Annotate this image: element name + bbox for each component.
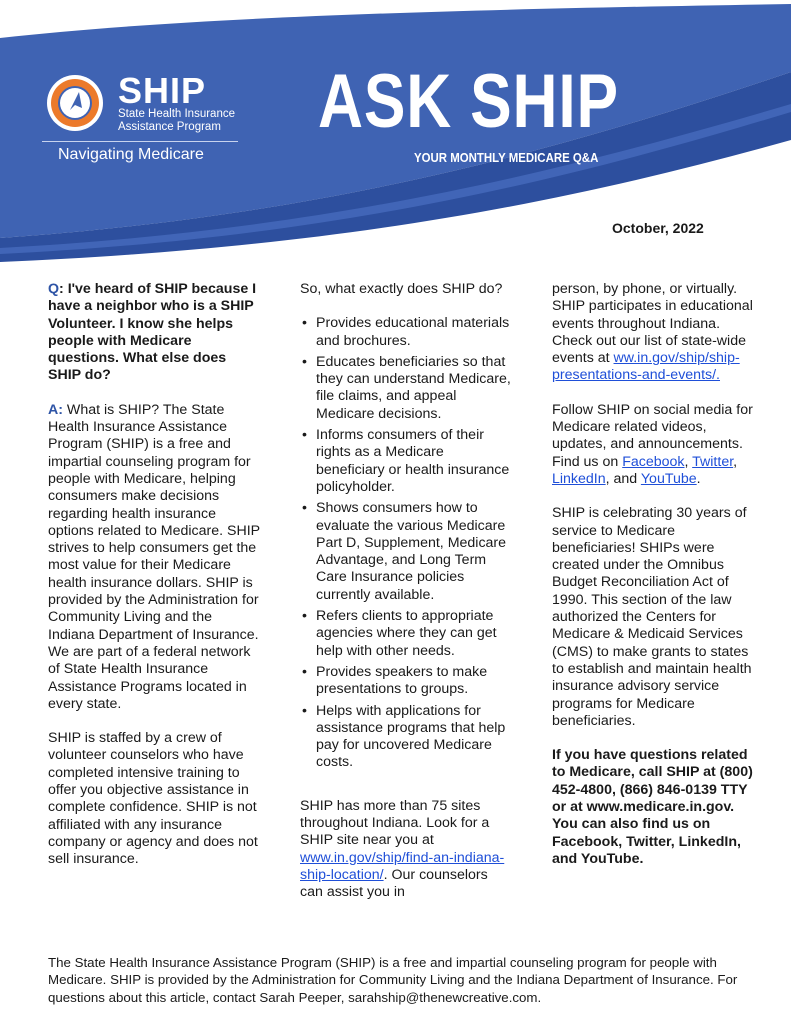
answer-text: What is SHIP? The State Health Insurance Assistance Program (SHIP) is a free and impartial counseling program for people with Medicare, helping consumers make decisions regarding health insurance options related to Medicare. SHIP strives to help consumers get the most value for their Medicare health insurance dollars. SHIP is provided by the Administration for Community Living and the Indiana Department of Insurance. We are part of a federal network of State Health Insurance Assistance Programs located in every state. bbox=[48, 401, 260, 712]
staffing-paragraph: SHIP is staffed by a crew of volunteer counselors who have completed intensive training to offer you objective assistance in complete confidence. SHIP is not affiliated with any insurance company or agency and does not sell insurance. bbox=[48, 730, 258, 868]
separator: , bbox=[684, 453, 693, 470]
question-paragraph bbox=[48, 281, 262, 385]
column-1 bbox=[48, 281, 262, 886]
answer-label: A: bbox=[48, 401, 63, 418]
events-paragraph bbox=[552, 281, 758, 385]
sites-text: SHIP has more than 75 sites throughout Indiana. Look for a SHIP site near you at bbox=[300, 797, 490, 849]
list-item: • Educates beneficiaries so that they can understand Medicare, file claims, and appeal Medicare decisions. bbox=[316, 354, 512, 423]
list-item: • Helps with applications for assistance programs that help pay for uncovered Medicare costs. bbox=[316, 703, 512, 772]
tagline: Navigating Medicare bbox=[58, 146, 204, 163]
question-label: Q bbox=[48, 281, 60, 297]
separator: . bbox=[696, 470, 701, 487]
column-3 bbox=[552, 281, 758, 885]
logo-name: SHIP bbox=[118, 70, 207, 111]
newsletter-subtitle: YOUR MONTHLY MEDICARE Q&A bbox=[414, 150, 599, 165]
find-location-link[interactable]: www.in.gov/ship/find-an-indiana-ship-location/ bbox=[300, 849, 505, 883]
list-item: • Provides educational materials and brochures. bbox=[316, 315, 512, 350]
list-item: • Refers clients to appropriate agencies where they can get help with other needs. bbox=[316, 608, 512, 660]
footer-note: The State Health Insurance Assistance Program (SHIP) is a free and impartial counseling program for people with Medicare. SHIP is provided by the Administration for Community Living and the Indiana Department of Insurance. For questions about this article, contact Sarah Peeper, sarahship@thenewcreative.com. bbox=[48, 955, 738, 1005]
logo-divider bbox=[42, 141, 238, 142]
logo-subtitle bbox=[118, 108, 235, 134]
services-list bbox=[300, 315, 512, 771]
sites-paragraph bbox=[300, 798, 512, 902]
compass-arrow-icon bbox=[46, 74, 104, 132]
events-text: person, by phone, or virtually. SHIP participates in educational events throughout Indiana. Check out our list of state-wide events at bbox=[552, 281, 753, 367]
sites-after-text: . Our counselors can assist you in bbox=[300, 866, 488, 901]
separator: , bbox=[733, 453, 738, 470]
logo-subtitle-line2: Assistance Program bbox=[118, 121, 221, 133]
social-paragraph bbox=[552, 402, 758, 488]
services-intro: So, what exactly does SHIP do? bbox=[300, 281, 503, 297]
list-item: • Provides speakers to make presentations to groups. bbox=[316, 664, 512, 699]
list-item: • Shows consumers how to evaluate the various Medicare Part D, Supplement, Medicare Advantage, and Long Term Care Insurance policies currently available. bbox=[316, 500, 512, 604]
contact-paragraph: If you have questions related to Medicare, call SHIP at (800) 452-4800, (866) 846-0139 TTY or at www.medicare.in.gov. You can also find us on Facebook, Twitter, LinkedIn, and YouTube. bbox=[552, 747, 753, 867]
list-item: • Informs consumers of their rights as a Medicare beneficiary or health insurance policyholder. bbox=[316, 427, 512, 496]
question-text: : I've heard of SHIP because I have a neighbor who is a SHIP Volunteer. I know she helps people with Medicare questions. What else does SHIP do? bbox=[48, 281, 257, 384]
youtube-link[interactable]: YouTube bbox=[640, 470, 697, 487]
facebook-link[interactable]: Facebook bbox=[622, 453, 685, 470]
separator: , and bbox=[605, 470, 641, 487]
events-link[interactable]: ww.in.gov/ship/ship-presentations-and-events/. bbox=[552, 350, 740, 384]
column-2 bbox=[300, 281, 512, 919]
linkedin-link[interactable]: LinkedIn bbox=[552, 470, 606, 487]
anniversary-paragraph: SHIP is celebrating 30 years of service to Medicare beneficiaries! SHIPs were created under the Omnibus Budget Reconciliation Act of 1990. This section of the law authorized the Centers for Medicare & Medicaid Services (CMS) to make grants to states to establish and maintain health insurance advisory service programs for Medicare beneficiaries. bbox=[552, 505, 752, 729]
answer-paragraph bbox=[48, 402, 262, 713]
twitter-link[interactable]: Twitter bbox=[692, 453, 734, 470]
social-text: Follow SHIP on social media for Medicare related videos, updates, and announcements. Find us on bbox=[552, 401, 753, 470]
issue-date: October, 2022 bbox=[612, 220, 704, 236]
newsletter-title: ASK SHIP bbox=[318, 59, 619, 144]
logo-subtitle-line1: State Health Insurance bbox=[118, 108, 235, 120]
